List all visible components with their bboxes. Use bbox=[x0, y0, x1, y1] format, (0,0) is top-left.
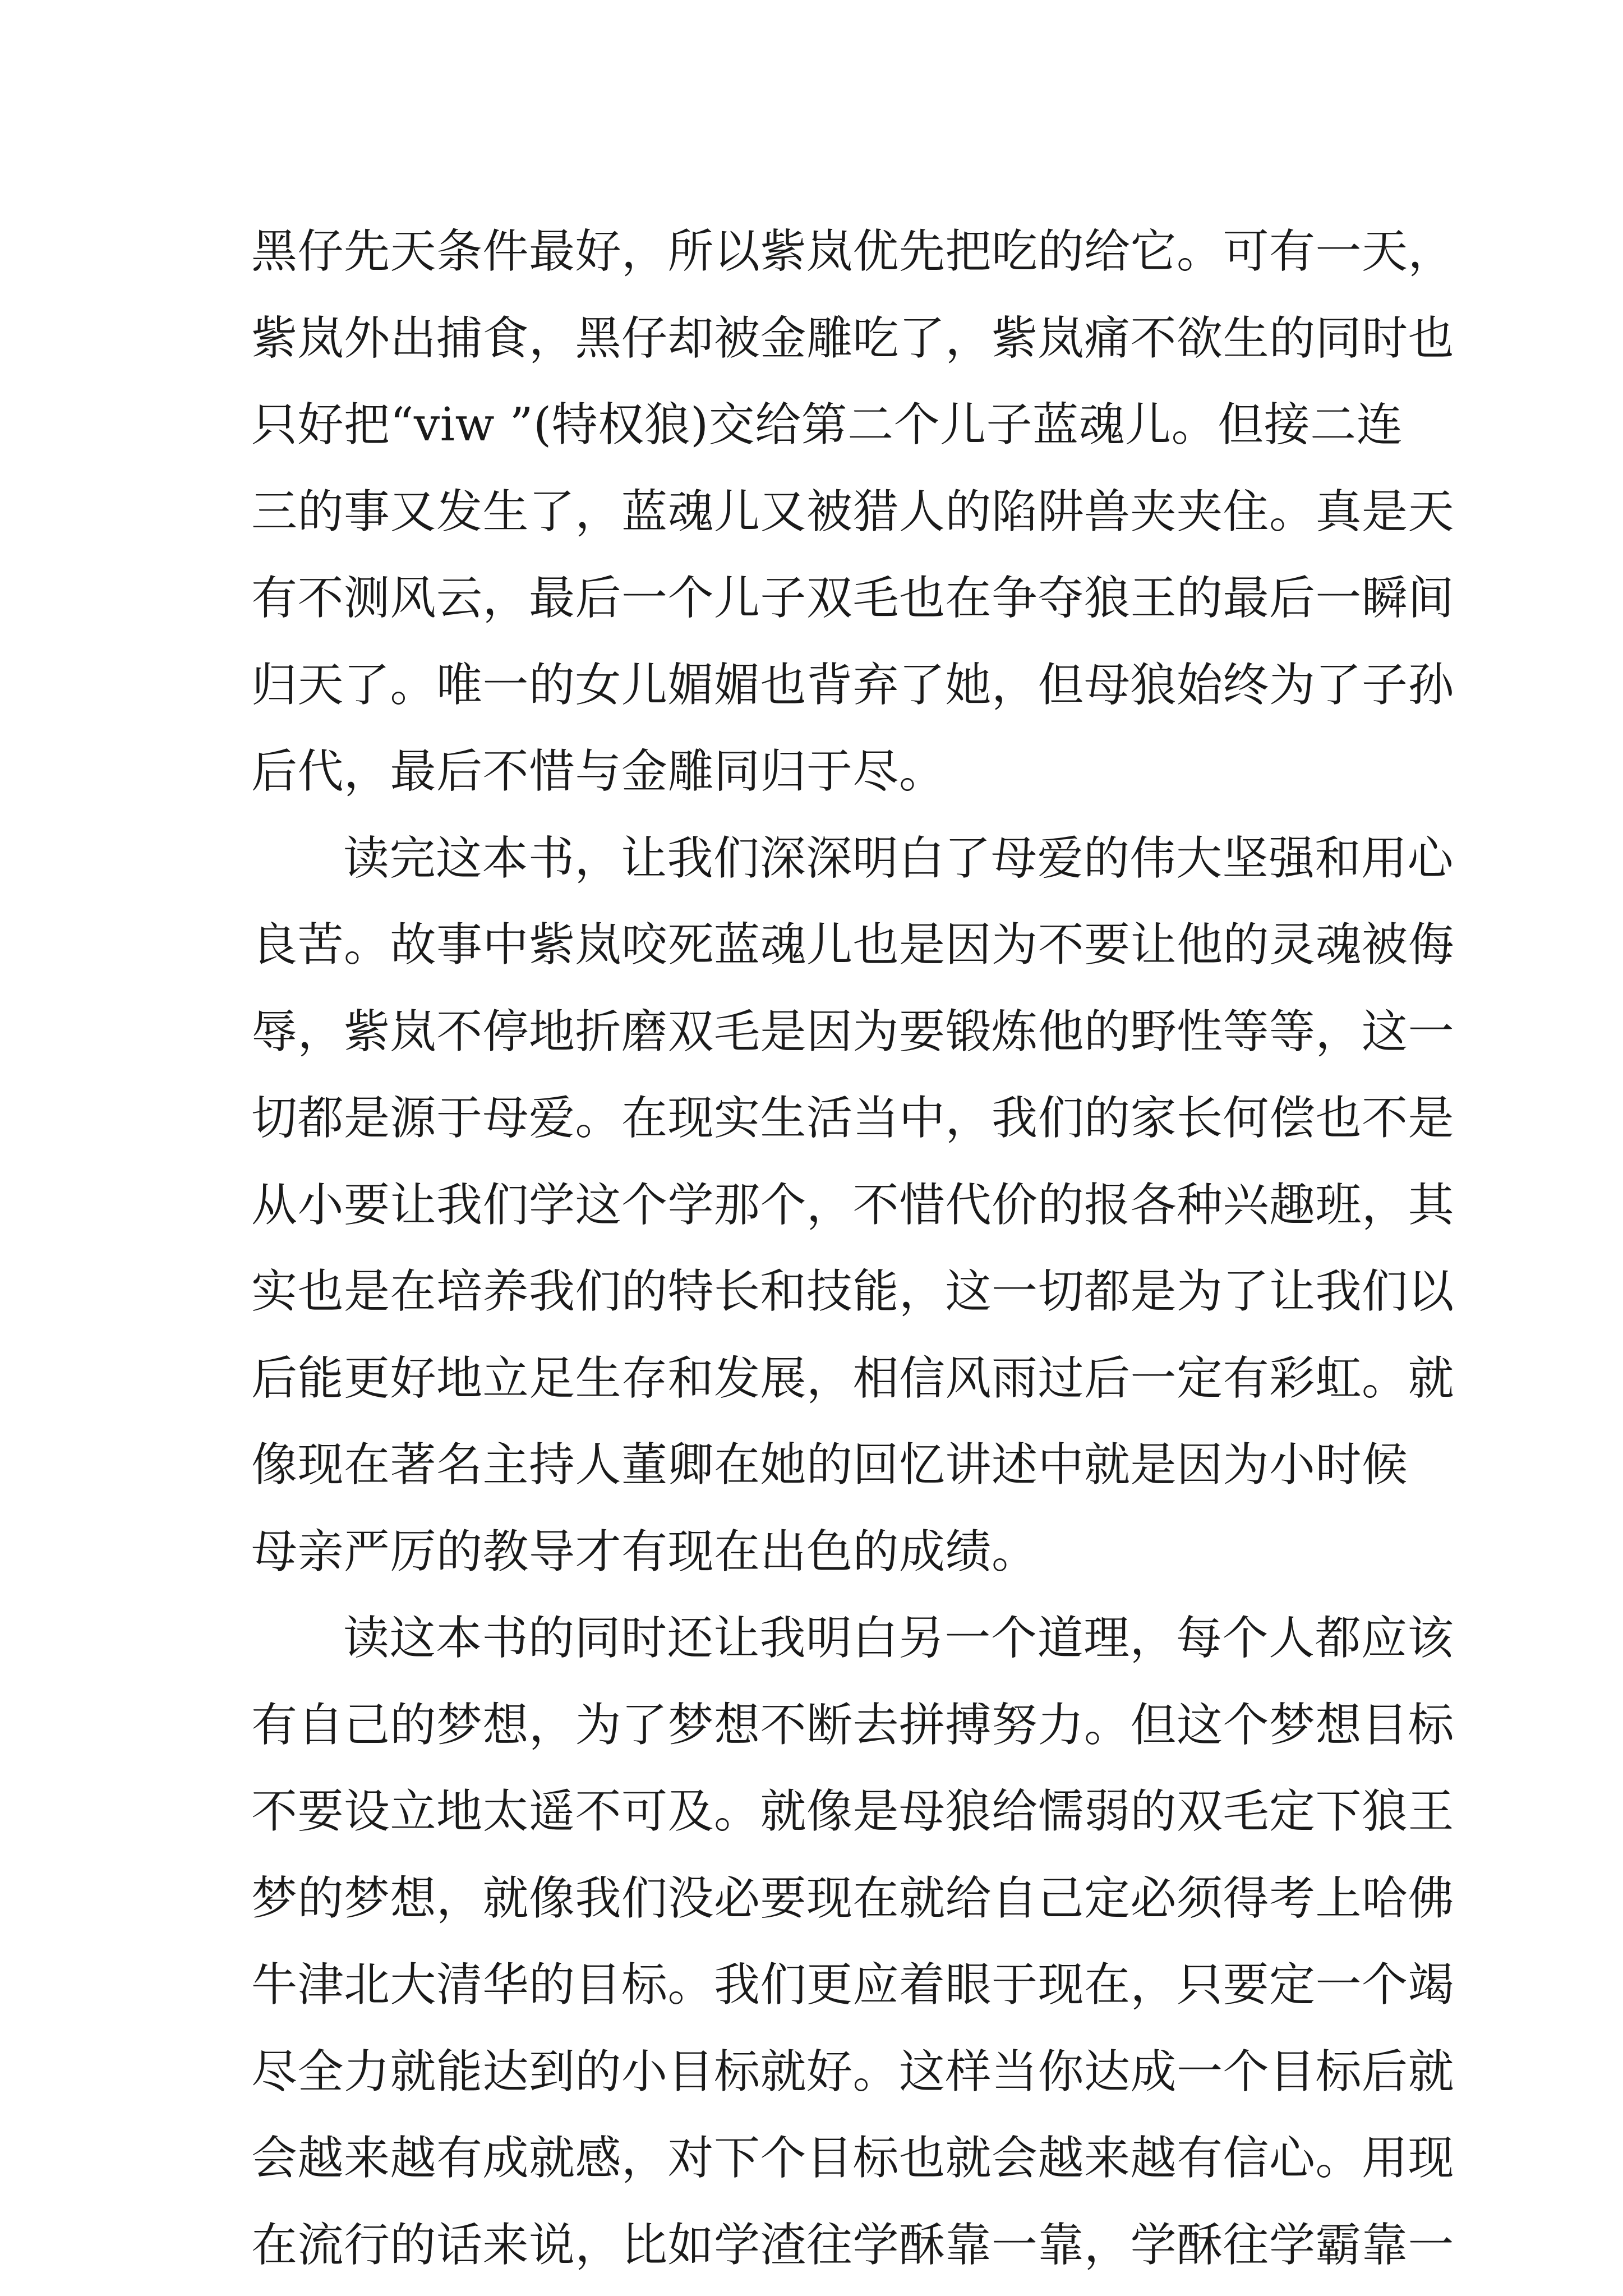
text-line: 尽全力就能达到的小目标就好。这样当你达成一个目标后就 bbox=[251, 2045, 1455, 2099]
text-line: 读完这本书，让我们深深明白了母爱的伟大坚强和用心 bbox=[343, 831, 1454, 885]
text-line: 实也是在培养我们的特长和技能，这一切都是为了让我们以 bbox=[251, 1265, 1455, 1318]
text-line: 后能更好地立足生存和发展，相信风雨过后一定有彩虹。就 bbox=[251, 1351, 1455, 1405]
text-line: 只好把“viw ”(特权狼)交给第二个儿子蓝魂儿。但接二连 bbox=[251, 398, 1403, 452]
body-text bbox=[251, 209, 1455, 2289]
text-line: 有不测风云，最后一个儿子双毛也在争夺狼王的最后一瞬间 bbox=[251, 572, 1455, 625]
text-line: 三的事又发生了，蓝魂儿又被猎人的陷阱兽夹夹住。真是天 bbox=[251, 485, 1455, 539]
text-line: 归天了。唯一的女儿媚媚也背弃了她，但母狼始终为了子孙 bbox=[251, 658, 1455, 712]
text-line: 从小要让我们学这个学那个，不惜代价的报各种兴趣班，其 bbox=[251, 1178, 1455, 1232]
text-line: 紫岚外出捕食，黑仔却被金雕吃了，紫岚痛不欲生的同时也 bbox=[251, 311, 1455, 365]
text-line: 有自己的梦想，为了梦想不断去拼搏努力。但这个梦想目标 bbox=[251, 1698, 1455, 1752]
text-line: 母亲严厉的教导才有现在出色的成绩。 bbox=[251, 1525, 1038, 1579]
text-line: 后代，最后不惜与金雕同归于尽。 bbox=[251, 745, 946, 798]
text-line: 黑仔先天条件最好，所以紫岚优先把吃的给它。可有一天， bbox=[251, 225, 1455, 278]
text-line: 牛津北大清华的目标。我们更应着眼于现在，只要定一个竭 bbox=[251, 1958, 1455, 2012]
text-line: 辱，紫岚不停地折磨双毛是因为要锻炼他的野性等等，这一 bbox=[251, 1005, 1455, 1059]
text-line: 像现在著名主持人董卿在她的回忆讲述中就是因为小时候 bbox=[251, 1438, 1408, 1492]
text-line: 良苦。故事中紫岚咬死蓝魂儿也是因为不要让他的灵魂被侮 bbox=[251, 918, 1455, 972]
text-line: 读这本书的同时还让我明白另一个道理，每个人都应该 bbox=[343, 1612, 1454, 1665]
text-line: 切都是源于母爱。在现实生活当中，我们的家长何偿也不是 bbox=[251, 1092, 1455, 1145]
text-line: 会越来越有成就感，对下个目标也就会越来越有信心。用现 bbox=[251, 2132, 1455, 2185]
text-line: 在流行的话来说，比如学渣往学酥靠一靠，学酥往学霸靠一 bbox=[251, 2218, 1455, 2272]
text-line: 梦的梦想，就像我们没必要现在就给自己定必须得考上哈佛 bbox=[251, 1871, 1455, 1925]
text-line: 不要设立地太遥不可及。就像是母狼给懦弱的双毛定下狼王 bbox=[251, 1785, 1455, 1838]
